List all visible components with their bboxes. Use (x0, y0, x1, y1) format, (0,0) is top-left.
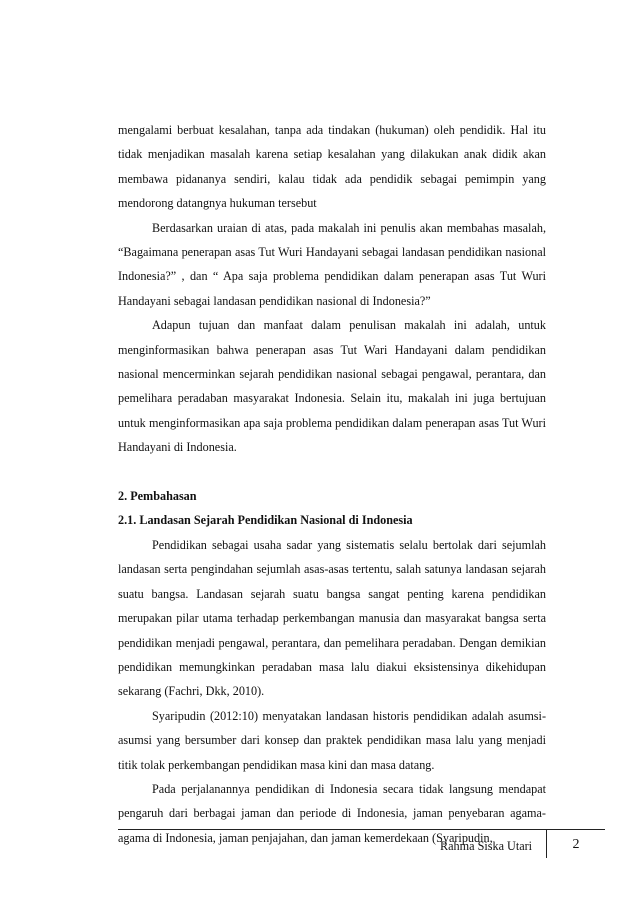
paragraph-objectives: Adapun tujuan dan manfaat dalam penulisan makalah ini adalah, untuk menginformasikan bahwa penerapan asas Tut Wari Handayani dalam pendidikan nasional mencerminkan sejarah pendidikan nasional sebagai pengawal, perantara, dan pemelihara peradaban masyarakat Indonesia. Selain itu, makalah ini juga bertujuan untuk menginformasikan apa saja problema pendidikan dalam penerapan asas Tut Wuri Handayani di Indonesia. (118, 318, 546, 455)
paragraph-syaripudin-quote: Syaripudin (2012:10) menyatakan landasan historis pendidikan adalah asumsi-asumsi yang bersumber dari konsep dan praktek pendidikan masa lalu yang menjadi titik tolak perkembangan pendidikan masa kini dan masa datang. (118, 708, 546, 772)
subsection-heading: 2.1. Landasan Sejarah Pendidikan Nasional di Indonesia (118, 513, 413, 528)
footer-author: Rahma Siska Utari (440, 839, 533, 853)
footer-divider (118, 829, 546, 830)
page-number: 2 (572, 837, 580, 852)
paragraph-education-foundation: Pendidikan sebagai usaha sadar yang sistematis selalu bertolak dari sejumlah landasan serta pengindahan sejumlah asas-asas tertentu, salah satunya landasan sejarah suatu bangsa. Landasan sejarah suatu bangsa sangat penting karena pendidikan merupakan pilar utama terhadap perkembangan manusia dan masyarakat bangsa serta pendidikan menjadi pengawal, perantara, dan pemelihara peradaban. Dengan demikian pendidikan memungkinkan peradaban masa lalu diakui eksistensinya dikehidupan sekarang (Fachri, Dkk, 2010). (118, 537, 546, 699)
paragraph-historical-influence: Pada perjalanannya pendidikan di Indonesia secara tidak langsung mendapat pengaruh dari berbagai jaman dan periode di Indonesia, jaman penyebaran agama-agama di Indonesia, jaman penjajahan, dan jaman kemerdekaan (Syaripudin, (118, 781, 546, 845)
section-heading: 2. Pembahasan (118, 489, 197, 504)
paragraph-continuation: mengalami berbuat kesalahan, tanpa ada tindakan (hukuman) oleh pendidik. Hal itu tidak menjadikan masalah karena setiap kesalahan yang dilakukan anak didik akan membawa pidananya sendiri, kalau tidak ada pendidik sebagai pemimpin yang mendorong datangnya hukuman tersebut (118, 123, 546, 211)
page-number-box (546, 829, 605, 858)
paragraph-problem-statement: Berdasarkan uraian di atas, pada makalah ini penulis akan membahas masalah, “Bagaimana penerapan asas Tut Wuri Handayani sebagai landasan pendidikan nasional Indonesia?” , dan “ Apa saja problema pendidikan dalam penerapan asas Tut Wuri Handayani sebagai landasan pendidikan nasional di Indonesia?” (118, 220, 546, 308)
section-spacer (118, 460, 546, 484)
document-body (118, 118, 546, 850)
